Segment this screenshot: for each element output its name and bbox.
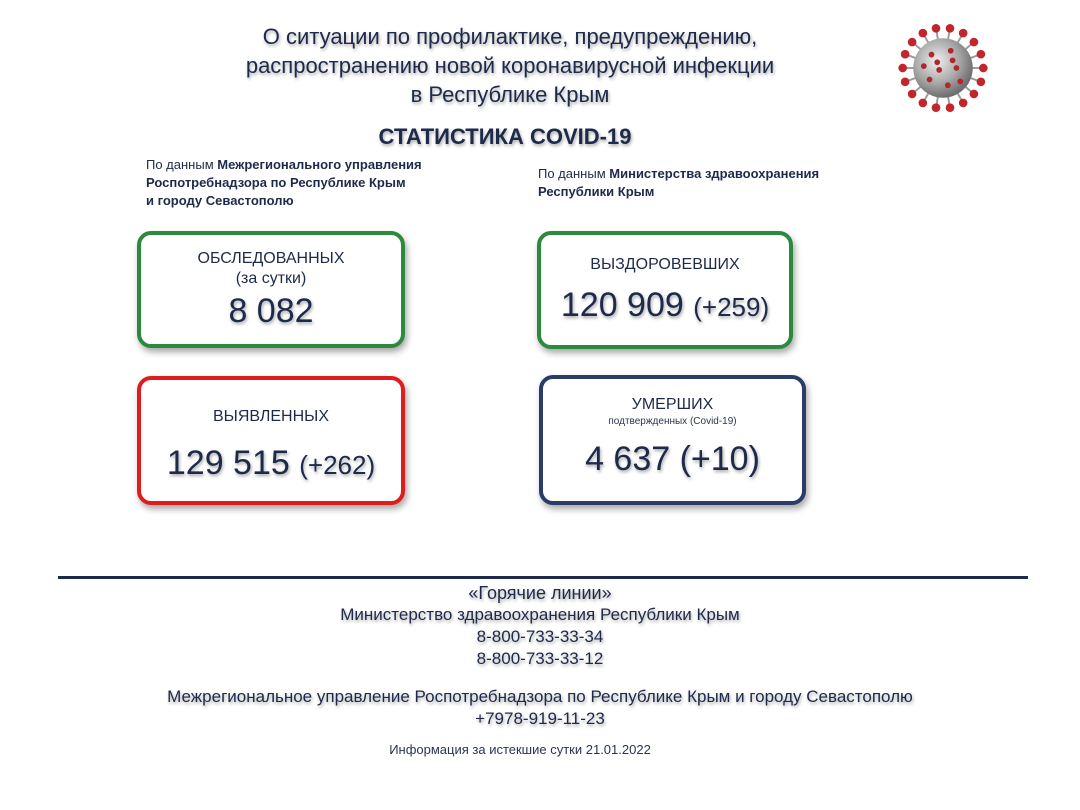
hotlines-heading: «Горячие линии» <box>468 583 612 603</box>
detected-card <box>137 376 405 505</box>
source-right <box>538 165 858 201</box>
hotline-ministry: Министерство здравоохранения Республики Крым <box>340 605 740 624</box>
hotline-phone-3: +7978-919-11-23 <box>475 709 605 728</box>
source-left-line3: и городу Севастополю <box>146 193 294 208</box>
info-date-footer: Информация за истекшие сутки 21.01.2022 <box>389 742 651 757</box>
tested-value: 8 082 <box>228 292 314 330</box>
source-left-line1: Межрегионального управления <box>217 157 422 172</box>
detected-value-row <box>141 443 401 485</box>
tested-sub: (за сутки) <box>235 270 307 287</box>
statistics-heading: СТАТИСТИКА COVID-19 <box>378 124 632 149</box>
recovered-value: 120 909 <box>560 286 684 324</box>
page-title <box>190 22 830 109</box>
tested-label: ОБСЛЕДОВАННЫХ <box>197 250 345 267</box>
hotline-phone-2: 8-800-733-33-12 <box>476 649 604 668</box>
detected-value: 129 515 <box>166 444 290 482</box>
hotlines-section <box>140 582 940 730</box>
source-left-prefix: По данным <box>146 157 214 172</box>
detected-label: ВЫЯВЛЕННЫХ <box>213 408 329 425</box>
tested-card <box>137 231 405 348</box>
title-line-2: распространению новой коронавирусной инфекции <box>245 53 775 78</box>
recovered-delta: (+259) <box>693 292 770 322</box>
coronavirus-icon <box>895 20 991 116</box>
detected-delta: (+262) <box>299 450 376 480</box>
deaths-card <box>539 375 806 505</box>
recovered-value-row <box>541 285 789 327</box>
source-right-line1: Министерства здравоохранения <box>609 166 820 181</box>
hotline-phone-1: 8-800-733-33-34 <box>476 627 604 646</box>
title-line-3: в Республике Крым <box>410 82 610 107</box>
source-left <box>146 156 466 210</box>
recovered-label: ВЫЗДОРОВЕВШИХ <box>590 256 740 273</box>
hotline-rospotreb: Межрегиональное управление Роспотребнадзора по Республике Крым и городу Севастополю <box>167 687 913 706</box>
title-line-1: О ситуации по профилактике, предупреждению, <box>262 24 758 49</box>
deaths-value: 4 637 (+10) <box>585 440 760 478</box>
source-right-prefix: По данным <box>538 166 606 181</box>
source-left-line2: Роспотребнадзора по Республике Крым <box>146 175 406 190</box>
section-divider <box>58 576 1028 579</box>
deaths-label: УМЕРШИХ <box>631 396 714 413</box>
source-right-line2: Республики Крым <box>538 184 655 199</box>
deaths-sub: подтвержденных (Covid-19) <box>608 416 737 427</box>
recovered-card <box>537 231 793 349</box>
